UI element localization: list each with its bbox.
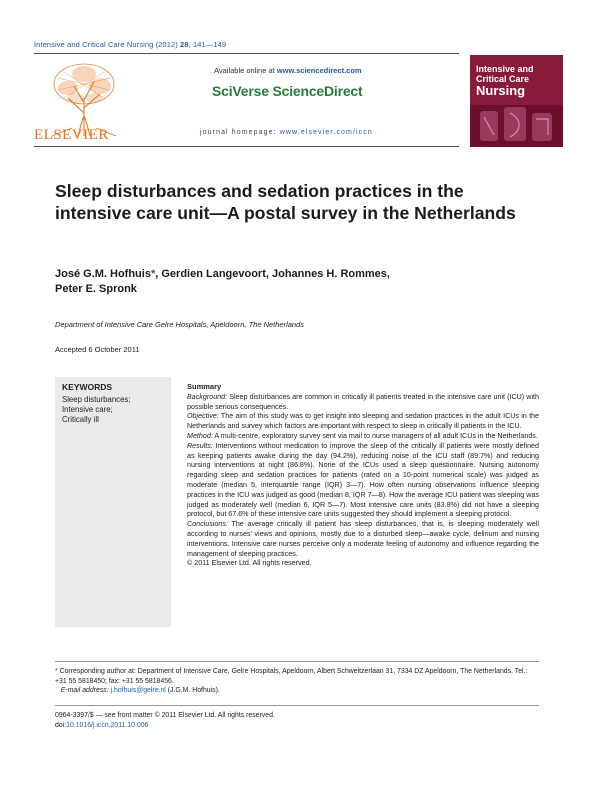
corresponding-author-mark[interactable]: * [150, 268, 156, 280]
doi-prefix: doi: [55, 721, 67, 729]
footnote-corresponding: Corresponding author at: Department of Intensive Care, Gelre Hospitals, Apeldoorn, Albert Schweitzerlaan 31, 7334 DZ Apeldoorn, The Netherlands. Tel.: +31 55 5818450; fax: +31 55 5818456. [55, 668, 528, 685]
authors-rest: , Gerdien Langevoort, Johannes H. Rommes, [155, 268, 390, 280]
summary-heading: Summary [187, 382, 222, 391]
doi-link[interactable]: 10.1016/j.iccn.2011.10.006 [66, 721, 149, 729]
journal-pages: , 141—149 [188, 40, 227, 49]
journal-volume: 28 [180, 40, 189, 49]
article-title: Sleep disturbances and sedation practices in the intensive care unit—A postal survey in the Netherlands [55, 181, 516, 223]
method-label: Method: [187, 431, 213, 440]
background-text: Sleep disturbances are common in critically ill patients treated in the intensive care unit (ICU) with possible serious consequences. [187, 392, 539, 411]
issn-doi-block [55, 711, 275, 730]
results-label: Results: [187, 441, 213, 450]
homepage-prefix: journal homepage: [200, 129, 280, 136]
available-online[interactable] [214, 66, 362, 75]
available-prefix: Available online at [214, 66, 277, 75]
conclusions-label: Conclusions: [187, 520, 228, 529]
abstract-copyright: © 2011 Elsevier Ltd. All rights reserved. [187, 559, 312, 568]
footnote-divider [55, 661, 539, 662]
keywords-box [55, 377, 171, 627]
author-first: José G.M. Hofhuis [55, 268, 151, 280]
abstract-results [187, 442, 539, 520]
keyword-item: Intensive care; [62, 405, 113, 414]
sciverse-sciencedirect-logo: SciVerse ScienceDirect [212, 83, 363, 99]
email-label: E-mail address: [60, 687, 109, 694]
accepted-date: Accepted 6 October 2011 [55, 345, 140, 354]
corresponding-footnote [55, 667, 539, 696]
background-label: Background: [187, 392, 228, 401]
cover-title-line2: Critical Care [476, 74, 530, 84]
objective-text: The aim of this study was to get insight into sleeping and sedation practices in the adult ICUs in the Netherlands and survey which factors are important with respect to sleep in critically ill patients in the ICU. [187, 412, 539, 431]
homepage-link[interactable]: www.elsevier.com/iccn [279, 129, 373, 136]
abstract-objective [187, 412, 539, 432]
cover-title-line3: Nursing [476, 83, 526, 98]
cover-title-line1: Intensive and [476, 64, 534, 74]
journal-homepage[interactable] [200, 129, 373, 136]
keyword-item: Sleep disturbances; [62, 395, 131, 404]
abstract-background [187, 393, 539, 413]
journal-reference[interactable] [34, 40, 226, 49]
footnote-mark: * [55, 668, 58, 675]
cover-title [476, 64, 560, 97]
objective-label: Objective: [187, 412, 219, 421]
author-list [55, 267, 535, 297]
method-text: A multi-centre, exploratory survey sent via mail to nurse managers of all adult ICUs in the Netherlands. [212, 431, 538, 440]
email-suffix: (J.G.M. Hofhuis). [165, 687, 220, 694]
issn-divider [55, 705, 539, 706]
keyword-item: Critically ill [62, 415, 99, 424]
abstract-conclusions [187, 520, 539, 559]
email-link[interactable]: j.hofhuis@gelre.nl [110, 687, 166, 694]
affiliation: Department of Intensive Care Gelre Hospitals, Apeldoorn, The Netherlands [55, 320, 305, 329]
abstract-method [187, 432, 539, 442]
authors-line2: Peter E. Spronk [55, 283, 137, 295]
keywords-heading: KEYWORDS [62, 382, 113, 392]
journal-cover-thumbnail [470, 55, 563, 147]
conclusions-text: The average critically ill patient has sleep disturbances, that is, is sleeping moderately well according to nurses’ views and opinions, mostly due to a disturbed sleep—awake cycle, delirium and nursing interventions. Intensive care nurses perceive only a moderate feeling of autonomy and influence regarding the management of sleeping practices. [187, 520, 539, 558]
elsevier-wordmark: ELSEVIER [34, 127, 109, 143]
abstract [187, 382, 539, 569]
journal-name: Intensive and Critical Care Nursing (2012) [34, 40, 178, 49]
results-text: Interventions without medication to improve the sleep of the critically ill patients were mostly defined as keeping patients awake during the day (94.2%), reducing noise of the ICU staff (89.7%) and reducing nursing interventions at night (86.8%). None of the ICUs used a sleep questionnaire. Nursing autonomy regarding sleep and sedation practices for patients (rated on a 10-point numerical scale) was judged as moderate (median 5, interquartile range (IQR) 3—7). How often nursing observations influence sleeping practices in the ICU was judged as good (median 8, IQR 7—8). How the average ICU patient was sleeping was judged as moderately well (median 6, IQR 5—7). Most intensive care units (83.8%) did not have a sleeping protocol, but 67.6% of these intensive care units suggested they should implement a sleeping protocol. [187, 441, 539, 519]
sciencedirect-link[interactable]: www.sciencedirect.com [276, 66, 362, 75]
issn-line: 0964-3397/$ — see front matter © 2011 Elsevier Ltd. All rights reserved. [55, 712, 275, 719]
